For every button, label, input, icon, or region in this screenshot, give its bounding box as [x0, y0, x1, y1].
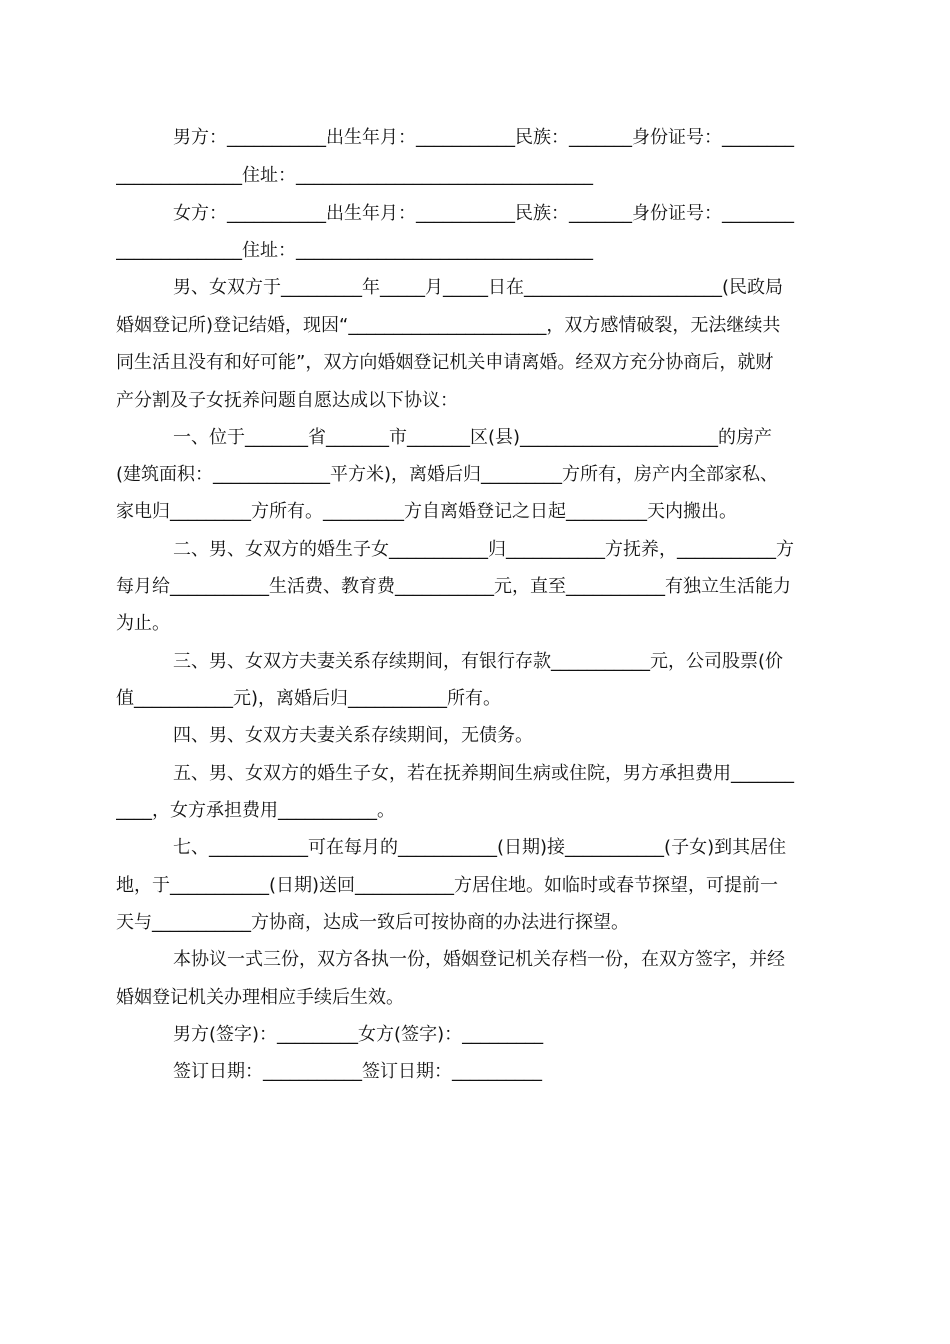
clause-7-line-1: 七、___________可在每月的___________(日期)接___________(子女)到其居住	[173, 837, 787, 858]
party-male-info-line-1: 男方：___________出生年月：___________民族：_______身份证号：________	[173, 127, 794, 148]
party-female-info-line-2: ______________住址：_________________________________	[116, 240, 593, 261]
clause-1-line-1: 一、位于_______省_______市_______区(县)______________________的房产	[173, 427, 773, 448]
preamble-line-1: 男、女双方于_________年_____月_____日在______________________(民政局	[173, 277, 784, 298]
clause-2-line-2: 每月给___________生活费、教育费___________元，直至___________有独立生活能力	[116, 576, 791, 597]
closing-line-1: 本协议一式三份，双方各执一份，婚姻登记机关存档一份，在双方签字，并经	[173, 949, 785, 970]
clause-1-line-2: (建筑面积：_____________平方米)，离婚后归_________方所有，房产内全部家私、	[116, 464, 779, 485]
preamble-line-4: 产分割及子女抚养问题自愿达成以下协议：	[116, 390, 458, 411]
clause-3-line-2: 值___________元)，离婚后归___________所有。	[116, 688, 502, 709]
party-male-info-line-2: ______________住址：_________________________________	[116, 165, 593, 186]
clause-2-line-3: 为止。	[116, 613, 170, 634]
clause-5-line-1: 五、男、女双方的婚生子女，若在抚养期间生病或住院，男方承担费用_______	[173, 763, 794, 784]
preamble-line-2: 婚姻登记所)登记结婚，现因“______________________，双方感情破裂，无法继续共	[116, 315, 781, 336]
preamble-line-3: 同生活且没有和好可能”，双方向婚姻登记机关申请离婚。经双方充分协商后，就财	[116, 352, 774, 373]
closing-line-2: 婚姻登记机关办理相应手续后生效。	[116, 987, 404, 1008]
clause-1-line-3: 家电归_________方所有。_________方自离婚登记之日起_________天内搬出。	[116, 501, 737, 522]
clause-3-line-1: 三、男、女双方夫妻关系存续期间，有银行存款___________元，公司股票(价	[173, 651, 784, 672]
clause-2-line-1: 二、男、女双方的婚生子女___________归___________方抚养，___________方	[173, 539, 794, 560]
clause-7-line-3: 天与___________方协商，达成一致后可按协商的办法进行探望。	[116, 912, 629, 933]
clause-7-line-2: 地，于___________(日期)送回___________方居住地。如临时或春节探望，可提前一	[116, 875, 779, 896]
party-female-info-line-1: 女方：___________出生年月：___________民族：_______身份证号：________	[173, 203, 794, 224]
signing-date-line: 签订日期：___________签订日期：__________	[173, 1061, 542, 1082]
clause-4-line-1: 四、男、女双方夫妻关系存续期间，无债务。	[173, 725, 533, 746]
signature-line: 男方(签字)：_________女方(签字)：_________	[173, 1024, 544, 1045]
clause-5-line-2: ____，女方承担费用___________。	[116, 800, 395, 821]
